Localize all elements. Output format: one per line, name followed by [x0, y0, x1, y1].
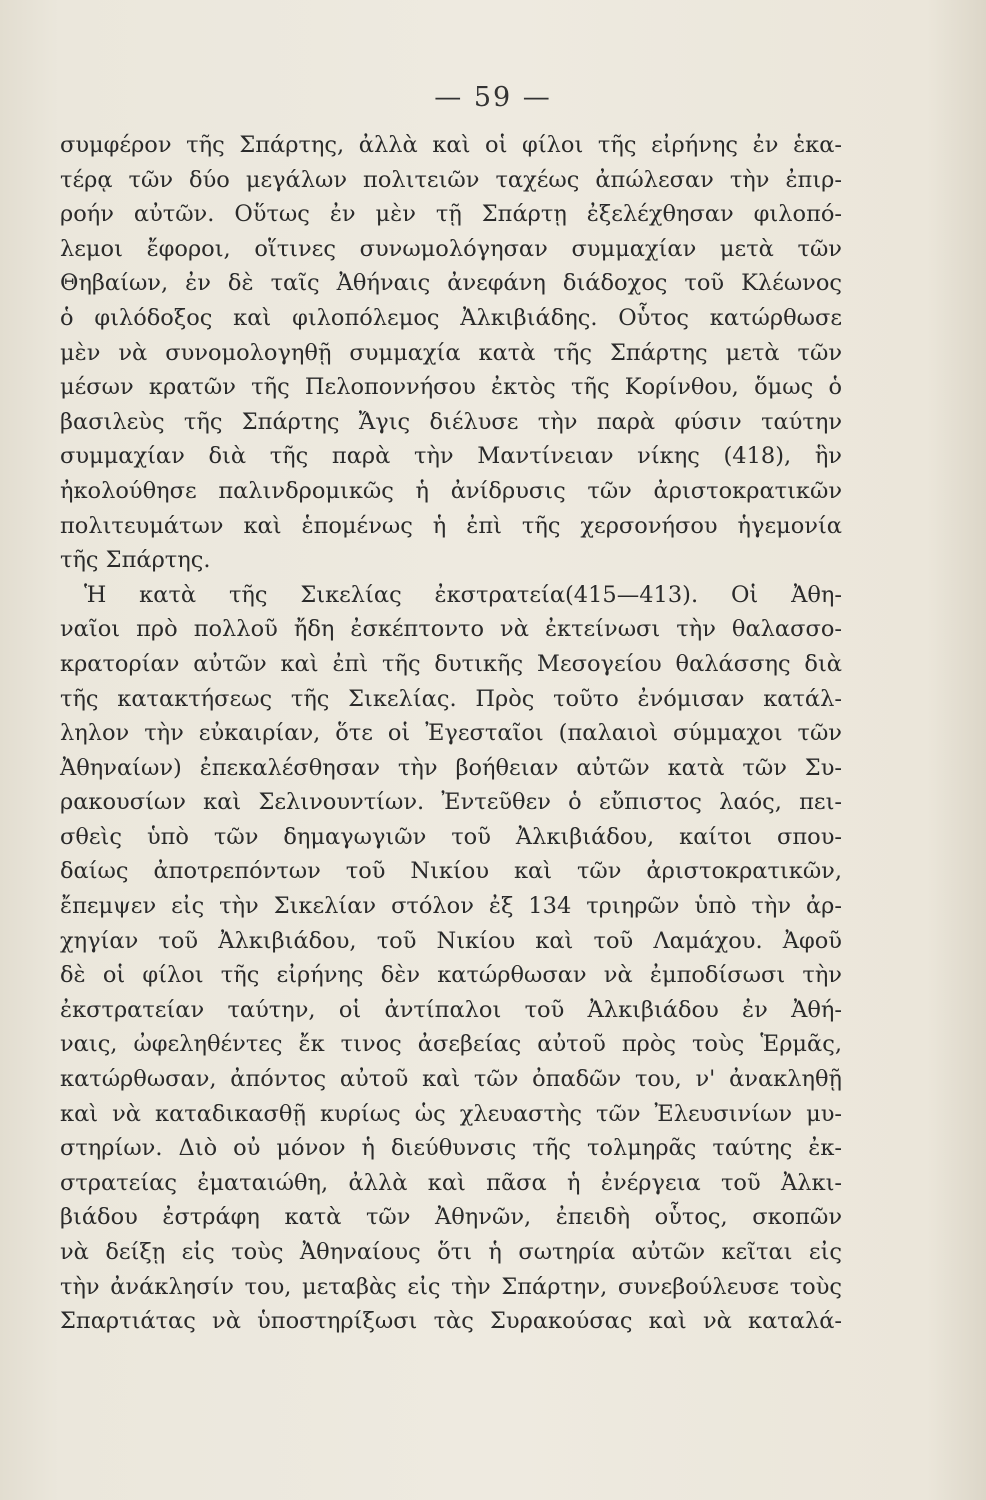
text-line: κρατορίαν αὐτῶν καὶ ἐπὶ τῆς δυτικῆς Μεσογείου θαλάσσης διὰ: [60, 650, 842, 677]
text-line: δαίως ἀποτρεπόντων τοῦ Νικίου καὶ τῶν ἀριστοκρατικῶν,: [60, 858, 842, 885]
text-line: ἠκολούθησε παλινδρομικῶς ἡ ἀνίδρυσις τῶν ἀριστοκρατικῶν: [60, 477, 842, 504]
text-line: σθεὶς ὑπὸ τῶν δημαγωγιῶν τοῦ Ἀλκιβιάδου, καίτοι σπου-: [60, 823, 842, 850]
text-line: Σπαρτιάτας νὰ ὑποστηρίξωσι τὰς Συρακούσας καὶ νὰ καταλά-: [60, 1308, 842, 1335]
text-line: ἔπεμψεν εἰς τὴν Σικελίαν στόλον ἐξ 134 τριηρῶν ὑπὸ τὴν ἀρ-: [60, 893, 842, 920]
paragraph-end-line: τῆς Σπάρτης.: [60, 547, 211, 574]
page-number: — 59 —: [434, 82, 552, 113]
text-line: ναῖοι πρὸ πολλοῦ ἤδη ἐσκέπτοντο νὰ ἐκτείνωσι τὴν θαλασσο-: [60, 616, 842, 643]
text-line: πολιτευμάτων καὶ ἑπομένως ἡ ἐπὶ τῆς χερσονήσου ἡγεμονία: [60, 512, 842, 539]
text-line: ρακουσίων καὶ Σελινουντίων. Ἐντεῦθεν ὁ εὔπιστος λαός, πει-: [60, 789, 842, 816]
text-line: βιάδου ἐστράφη κατὰ τῶν Ἀθηνῶν, ἐπειδὴ οὗτος, σκοπῶν: [60, 1204, 842, 1231]
text-line: ληλον τὴν εὐκαιρίαν, ὅτε οἱ Ἐγεσταῖοι (παλαιοὶ σύμμαχοι τῶν: [60, 720, 842, 747]
text-line: τέρᾳ τῶν δύο μεγάλων πολιτειῶν ταχέως ἀπώλεσαν τὴν ἐπιρ-: [60, 166, 842, 193]
text-line: Ἀθηναίων) ἐπεκαλέσθησαν τὴν βοήθειαν αὐτῶν κατὰ τῶν Συ-: [60, 754, 842, 781]
text-line: ἐκστρατείαν ταύτην, οἱ ἀντίπαλοι τοῦ Ἀλκιβιάδου ἐν Ἀθή-: [60, 996, 842, 1023]
text-line: στρατείας ἐματαιώθη, ἀλλὰ καὶ πᾶσα ἡ ἐνέργεια τοῦ Ἀλκι-: [60, 1169, 842, 1196]
text-line: καὶ νὰ καταδικασθῇ κυρίως ὡς χλευαστὴς τῶν Ἐλευσινίων μυ-: [60, 1100, 842, 1127]
text-line: συμφέρον τῆς Σπάρτης, ἀλλὰ καὶ οἱ φίλοι τῆς εἰρήνης ἐν ἑκα-: [60, 132, 842, 158]
text-line: βασιλεὺς τῆς Σπάρτης Ἄγις διέλυσε τὴν παρὰ φύσιν ταύτην: [60, 408, 842, 435]
text-line: Θηβαίων, ἐν δὲ ταῖς Ἀθήναις ἀνεφάνη διάδοχος τοῦ Κλέωνος: [60, 270, 842, 297]
text-line: μέσων κρατῶν τῆς Πελοποννήσου ἐκτὸς τῆς Κορίνθου, ὅμως ὁ: [60, 374, 842, 401]
text-line: ναις, ὠφεληθέντες ἔκ τινος ἀσεβείας αὐτοῦ πρὸς τοὺς Ἑρμᾶς,: [60, 1031, 842, 1058]
text-line: λεμοι ἔφοροι, οἵτινες συνωμολόγησαν συμμαχίαν μετὰ τῶν: [60, 235, 842, 262]
text-line: ροήν αὐτῶν. Οὕτως ἐν μὲν τῇ Σπάρτῃ ἐξελέχθησαν φιλοπό-: [60, 201, 842, 228]
text-line: συμμαχίαν διὰ τῆς παρὰ τὴν Μαντίνειαν νίκης (418), ἣν: [60, 443, 842, 470]
text-line: ὁ φιλόδοξος καὶ φιλοπόλεμος Ἀλκιβιάδης. Οὗτος κατώρθωσε: [60, 304, 842, 331]
text-line: νὰ δείξῃ εἰς τοὺς Ἀθηναίους ὅτι ἡ σωτηρία αὐτῶν κεῖται εἰς: [60, 1239, 842, 1265]
section-heading-line: Ἡ κατὰ τῆς Σικελίας ἐκστρατεία(415—413). Οἱ Ἀθη-: [84, 581, 842, 608]
text-line: μὲν νὰ συνομολογηθῇ συμμαχία κατὰ τῆς Σπάρτης μετὰ τῶν: [60, 339, 842, 366]
text-line: δὲ οἱ φίλοι τῆς εἰρήνης δὲν κατώρθωσαν νὰ ἐμποδίσωσι τὴν: [60, 962, 842, 989]
text-line: κατώρθωσαν, ἀπόντος αὐτοῦ καὶ τῶν ὀπαδῶν του, ν' ἀνακληθῇ: [60, 1066, 842, 1093]
text-line: τῆς κατακτήσεως τῆς Σικελίας. Πρὸς τοῦτο ἐνόμισαν κατάλ-: [60, 685, 842, 712]
text-line: στηρίων. Διὸ οὐ μόνον ἡ διεύθυνσις τῆς τολμηρᾶς ταύτης ἐκ-: [60, 1135, 842, 1162]
text-line: χηγίαν τοῦ Ἀλκιβιάδου, τοῦ Νικίου καὶ τοῦ Λαμάχου. Ἀφοῦ: [60, 927, 842, 954]
text-line: τὴν ἀνάκλησίν του, μεταβὰς εἰς τὴν Σπάρτην, συνεβούλευσε τοὺς: [60, 1273, 842, 1300]
body-text: [60, 128, 842, 1339]
